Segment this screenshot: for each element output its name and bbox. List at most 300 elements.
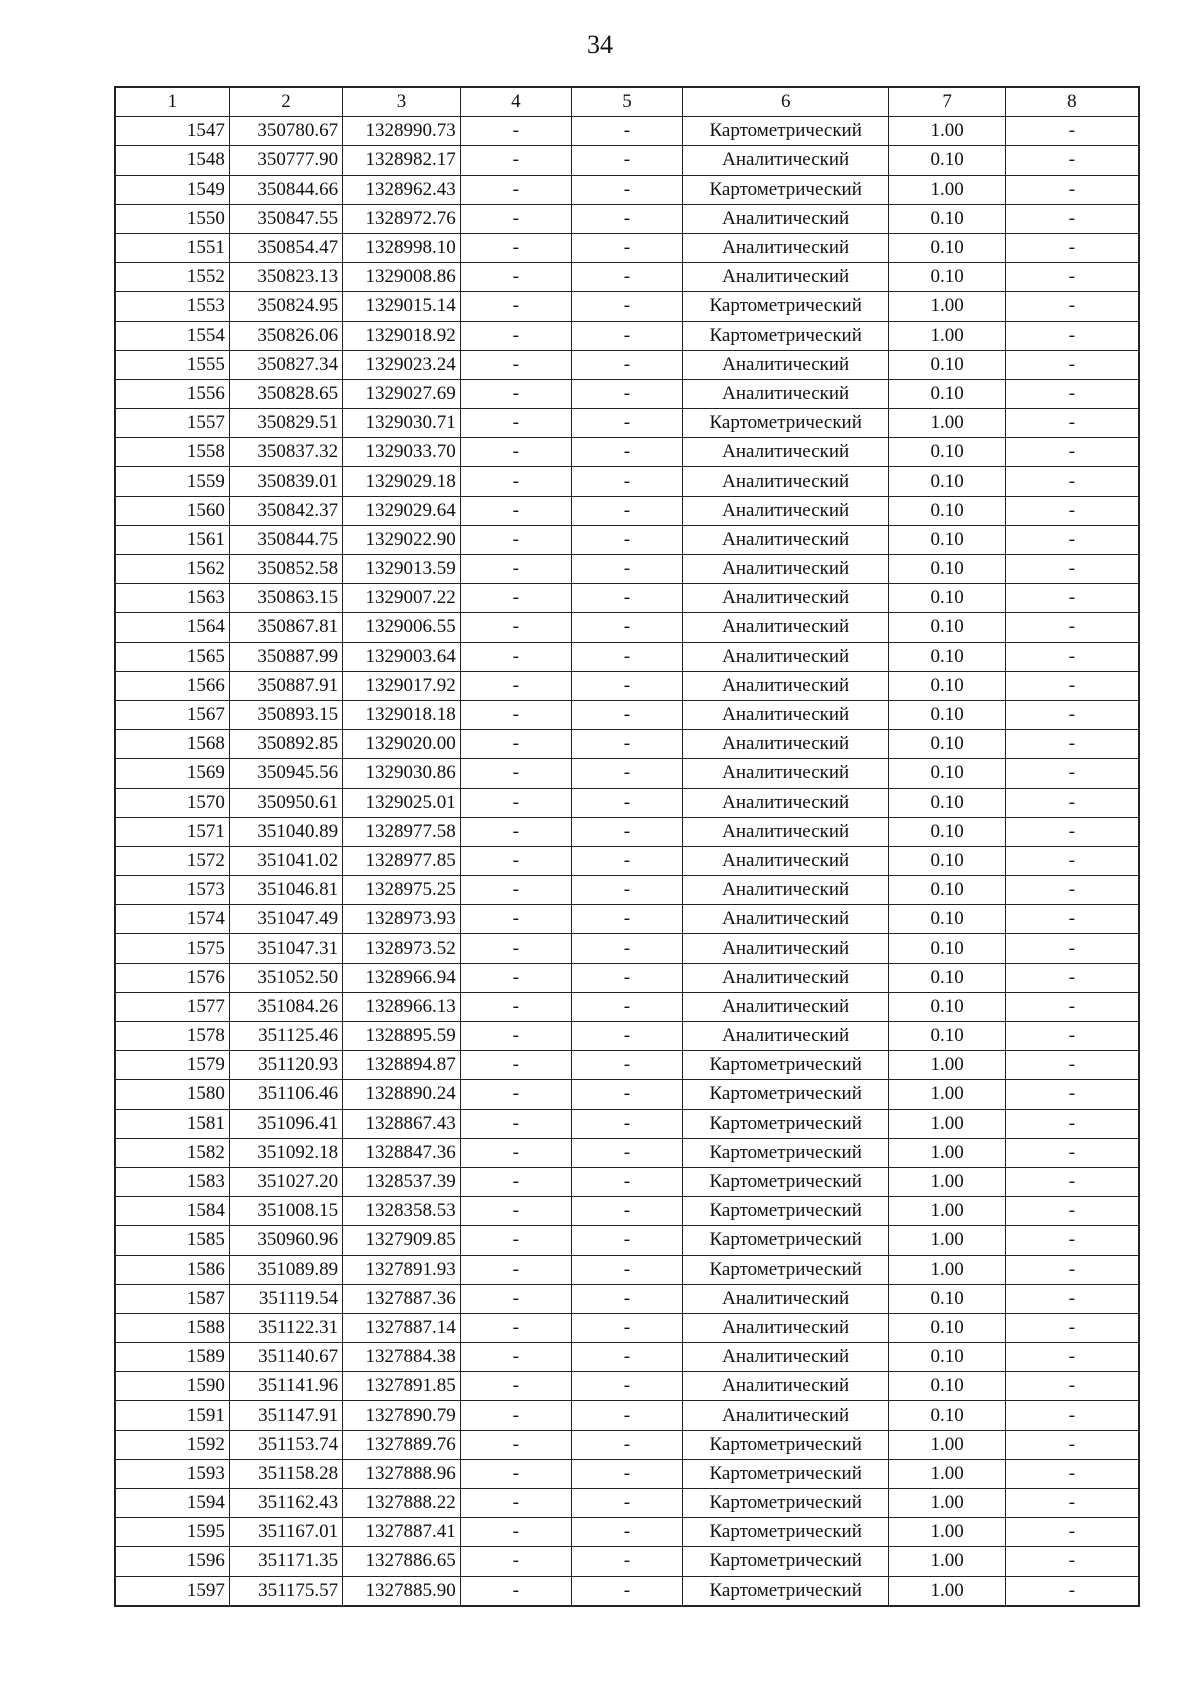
y-coordinate-cell: 1328890.24 — [343, 1080, 461, 1109]
col5-cell: - — [571, 1022, 682, 1051]
accuracy-cell: 1.00 — [889, 1080, 1006, 1109]
col8-cell: - — [1005, 1489, 1139, 1518]
x-coordinate-cell: 351171.35 — [229, 1547, 342, 1576]
col5-cell: - — [571, 1197, 682, 1226]
col8-cell: - — [1005, 876, 1139, 905]
col8-cell: - — [1005, 963, 1139, 992]
col8-cell: - — [1005, 1197, 1139, 1226]
method-cell: Аналитический — [683, 146, 889, 175]
point-number-cell: 1563 — [115, 584, 229, 613]
x-coordinate-cell: 350837.32 — [229, 438, 342, 467]
col8-cell: - — [1005, 1022, 1139, 1051]
y-coordinate-cell: 1329007.22 — [343, 584, 461, 613]
y-coordinate-cell: 1327887.36 — [343, 1284, 461, 1313]
col8-cell: - — [1005, 409, 1139, 438]
point-number-cell: 1554 — [115, 321, 229, 350]
col4-cell: - — [460, 788, 571, 817]
col5-cell: - — [571, 146, 682, 175]
y-coordinate-cell: 1327909.85 — [343, 1226, 461, 1255]
col5-cell: - — [571, 1138, 682, 1167]
col8-cell: - — [1005, 846, 1139, 875]
y-coordinate-cell: 1328358.53 — [343, 1197, 461, 1226]
x-coordinate-cell: 351140.67 — [229, 1343, 342, 1372]
col5-cell: - — [571, 992, 682, 1021]
table-row — [115, 1022, 1139, 1051]
method-cell: Картометрический — [683, 1080, 889, 1109]
col8-cell: - — [1005, 730, 1139, 759]
x-coordinate-cell: 350887.91 — [229, 671, 342, 700]
table-row — [115, 1489, 1139, 1518]
point-number-cell: 1559 — [115, 467, 229, 496]
method-cell: Картометрический — [683, 1138, 889, 1167]
y-coordinate-cell: 1328990.73 — [343, 117, 461, 146]
col4-cell: - — [460, 905, 571, 934]
col5-cell: - — [571, 1489, 682, 1518]
col8-cell: - — [1005, 759, 1139, 788]
column-header: 5 — [571, 87, 682, 117]
table-body — [115, 117, 1139, 1606]
accuracy-cell: 0.10 — [889, 525, 1006, 554]
col5-cell: - — [571, 671, 682, 700]
col5-cell: - — [571, 467, 682, 496]
y-coordinate-cell: 1328537.39 — [343, 1167, 461, 1196]
point-number-cell: 1572 — [115, 846, 229, 875]
y-coordinate-cell: 1327889.76 — [343, 1430, 461, 1459]
x-coordinate-cell: 350842.37 — [229, 496, 342, 525]
accuracy-cell: 0.10 — [889, 992, 1006, 1021]
col5-cell: - — [571, 1372, 682, 1401]
x-coordinate-cell: 350777.90 — [229, 146, 342, 175]
accuracy-cell: 0.10 — [889, 1401, 1006, 1430]
table-row — [115, 1197, 1139, 1226]
col5-cell: - — [571, 555, 682, 584]
point-number-cell: 1567 — [115, 700, 229, 729]
x-coordinate-cell: 350960.96 — [229, 1226, 342, 1255]
y-coordinate-cell: 1328966.13 — [343, 992, 461, 1021]
table-row — [115, 1401, 1139, 1430]
point-number-cell: 1566 — [115, 671, 229, 700]
col4-cell: - — [460, 1255, 571, 1284]
accuracy-cell: 0.10 — [889, 146, 1006, 175]
point-number-cell: 1562 — [115, 555, 229, 584]
point-number-cell: 1547 — [115, 117, 229, 146]
method-cell: Аналитический — [683, 467, 889, 496]
table-row — [115, 1051, 1139, 1080]
col8-cell: - — [1005, 1167, 1139, 1196]
table-row — [115, 1372, 1139, 1401]
col8-cell: - — [1005, 671, 1139, 700]
col4-cell: - — [460, 1576, 571, 1606]
table-row — [115, 817, 1139, 846]
column-header: 8 — [1005, 87, 1139, 117]
table-row — [115, 876, 1139, 905]
method-cell: Картометрический — [683, 175, 889, 204]
x-coordinate-cell: 351125.46 — [229, 1022, 342, 1051]
accuracy-cell: 1.00 — [889, 1167, 1006, 1196]
col5-cell: - — [571, 496, 682, 525]
accuracy-cell: 0.10 — [889, 1313, 1006, 1342]
col4-cell: - — [460, 1167, 571, 1196]
col8-cell: - — [1005, 1518, 1139, 1547]
y-coordinate-cell: 1328998.10 — [343, 233, 461, 262]
table-row — [115, 467, 1139, 496]
x-coordinate-cell: 350824.95 — [229, 292, 342, 321]
point-number-cell: 1593 — [115, 1459, 229, 1488]
x-coordinate-cell: 351122.31 — [229, 1313, 342, 1342]
col8-cell: - — [1005, 1313, 1139, 1342]
x-coordinate-cell: 350844.75 — [229, 525, 342, 554]
point-number-cell: 1558 — [115, 438, 229, 467]
point-number-cell: 1578 — [115, 1022, 229, 1051]
x-coordinate-cell: 350844.66 — [229, 175, 342, 204]
point-number-cell: 1587 — [115, 1284, 229, 1313]
col5-cell: - — [571, 525, 682, 554]
col8-cell: - — [1005, 584, 1139, 613]
x-coordinate-cell: 351153.74 — [229, 1430, 342, 1459]
accuracy-cell: 1.00 — [889, 1109, 1006, 1138]
col8-cell: - — [1005, 292, 1139, 321]
method-cell: Картометрический — [683, 1197, 889, 1226]
accuracy-cell: 1.00 — [889, 1226, 1006, 1255]
method-cell: Аналитический — [683, 1372, 889, 1401]
col4-cell: - — [460, 642, 571, 671]
column-header: 6 — [683, 87, 889, 117]
table-row — [115, 671, 1139, 700]
point-number-cell: 1579 — [115, 1051, 229, 1080]
y-coordinate-cell: 1329030.71 — [343, 409, 461, 438]
col5-cell: - — [571, 117, 682, 146]
y-coordinate-cell: 1327891.85 — [343, 1372, 461, 1401]
col5-cell: - — [571, 700, 682, 729]
y-coordinate-cell: 1327890.79 — [343, 1401, 461, 1430]
col5-cell: - — [571, 292, 682, 321]
accuracy-cell: 0.10 — [889, 350, 1006, 379]
table-row — [115, 555, 1139, 584]
table-row — [115, 730, 1139, 759]
y-coordinate-cell: 1329027.69 — [343, 379, 461, 408]
col4-cell: - — [460, 1372, 571, 1401]
x-coordinate-cell: 351047.31 — [229, 934, 342, 963]
y-coordinate-cell: 1329029.18 — [343, 467, 461, 496]
method-cell: Аналитический — [683, 905, 889, 934]
method-cell: Аналитический — [683, 350, 889, 379]
y-coordinate-cell: 1328972.76 — [343, 204, 461, 233]
point-number-cell: 1595 — [115, 1518, 229, 1547]
col4-cell: - — [460, 146, 571, 175]
method-cell: Картометрический — [683, 1489, 889, 1518]
accuracy-cell: 0.10 — [889, 1343, 1006, 1372]
col5-cell: - — [571, 876, 682, 905]
table-row — [115, 1255, 1139, 1284]
x-coordinate-cell: 351089.89 — [229, 1255, 342, 1284]
method-cell: Картометрический — [683, 1226, 889, 1255]
y-coordinate-cell: 1327886.65 — [343, 1547, 461, 1576]
col4-cell: - — [460, 1401, 571, 1430]
method-cell: Аналитический — [683, 379, 889, 408]
col5-cell: - — [571, 759, 682, 788]
col4-cell: - — [460, 1489, 571, 1518]
table-row — [115, 1138, 1139, 1167]
col4-cell: - — [460, 555, 571, 584]
col8-cell: - — [1005, 438, 1139, 467]
y-coordinate-cell: 1327888.96 — [343, 1459, 461, 1488]
point-number-cell: 1585 — [115, 1226, 229, 1255]
accuracy-cell: 1.00 — [889, 1518, 1006, 1547]
accuracy-cell: 0.10 — [889, 555, 1006, 584]
accuracy-cell: 0.10 — [889, 905, 1006, 934]
accuracy-cell: 1.00 — [889, 1051, 1006, 1080]
accuracy-cell: 0.10 — [889, 817, 1006, 846]
accuracy-cell: 1.00 — [889, 409, 1006, 438]
col5-cell: - — [571, 1167, 682, 1196]
x-coordinate-cell: 350827.34 — [229, 350, 342, 379]
col4-cell: - — [460, 321, 571, 350]
col4-cell: - — [460, 292, 571, 321]
col8-cell: - — [1005, 1080, 1139, 1109]
accuracy-cell: 1.00 — [889, 1547, 1006, 1576]
point-number-cell: 1588 — [115, 1313, 229, 1342]
col5-cell: - — [571, 409, 682, 438]
method-cell: Аналитический — [683, 788, 889, 817]
table-row — [115, 1547, 1139, 1576]
column-header: 3 — [343, 87, 461, 117]
col8-cell: - — [1005, 496, 1139, 525]
accuracy-cell: 0.10 — [889, 759, 1006, 788]
method-cell: Аналитический — [683, 204, 889, 233]
y-coordinate-cell: 1329017.92 — [343, 671, 461, 700]
column-header: 4 — [460, 87, 571, 117]
col5-cell: - — [571, 1255, 682, 1284]
y-coordinate-cell: 1329033.70 — [343, 438, 461, 467]
accuracy-cell: 0.10 — [889, 379, 1006, 408]
accuracy-cell: 1.00 — [889, 1255, 1006, 1284]
column-header: 2 — [229, 87, 342, 117]
accuracy-cell: 1.00 — [889, 175, 1006, 204]
table-row — [115, 204, 1139, 233]
method-cell: Картометрический — [683, 321, 889, 350]
col5-cell: - — [571, 350, 682, 379]
y-coordinate-cell: 1329029.64 — [343, 496, 461, 525]
method-cell: Аналитический — [683, 438, 889, 467]
col8-cell: - — [1005, 1576, 1139, 1606]
y-coordinate-cell: 1329008.86 — [343, 263, 461, 292]
accuracy-cell: 1.00 — [889, 1430, 1006, 1459]
point-number-cell: 1574 — [115, 905, 229, 934]
point-number-cell: 1582 — [115, 1138, 229, 1167]
point-number-cell: 1584 — [115, 1197, 229, 1226]
col8-cell: - — [1005, 905, 1139, 934]
col4-cell: - — [460, 817, 571, 846]
method-cell: Картометрический — [683, 409, 889, 438]
y-coordinate-cell: 1329025.01 — [343, 788, 461, 817]
table-row — [115, 642, 1139, 671]
y-coordinate-cell: 1328895.59 — [343, 1022, 461, 1051]
x-coordinate-cell: 350823.13 — [229, 263, 342, 292]
x-coordinate-cell: 350893.15 — [229, 700, 342, 729]
y-coordinate-cell: 1328982.17 — [343, 146, 461, 175]
accuracy-cell: 0.10 — [889, 642, 1006, 671]
accuracy-cell: 1.00 — [889, 117, 1006, 146]
col8-cell: - — [1005, 379, 1139, 408]
point-number-cell: 1553 — [115, 292, 229, 321]
x-coordinate-cell: 351106.46 — [229, 1080, 342, 1109]
method-cell: Картометрический — [683, 1255, 889, 1284]
point-number-cell: 1555 — [115, 350, 229, 379]
accuracy-cell: 0.10 — [889, 671, 1006, 700]
point-number-cell: 1575 — [115, 934, 229, 963]
accuracy-cell: 0.10 — [889, 613, 1006, 642]
x-coordinate-cell: 351047.49 — [229, 905, 342, 934]
y-coordinate-cell: 1327891.93 — [343, 1255, 461, 1284]
col5-cell: - — [571, 846, 682, 875]
col8-cell: - — [1005, 1051, 1139, 1080]
col8-cell: - — [1005, 1343, 1139, 1372]
col8-cell: - — [1005, 146, 1139, 175]
accuracy-cell: 0.10 — [889, 263, 1006, 292]
y-coordinate-cell: 1328894.87 — [343, 1051, 461, 1080]
x-coordinate-cell: 351096.41 — [229, 1109, 342, 1138]
x-coordinate-cell: 351092.18 — [229, 1138, 342, 1167]
x-coordinate-cell: 350828.65 — [229, 379, 342, 408]
table-row — [115, 1459, 1139, 1488]
col5-cell: - — [571, 1459, 682, 1488]
y-coordinate-cell: 1329018.18 — [343, 700, 461, 729]
method-cell: Аналитический — [683, 613, 889, 642]
x-coordinate-cell: 350945.56 — [229, 759, 342, 788]
table-row — [115, 321, 1139, 350]
y-coordinate-cell: 1329022.90 — [343, 525, 461, 554]
accuracy-cell: 0.10 — [889, 700, 1006, 729]
table-row — [115, 1430, 1139, 1459]
col8-cell: - — [1005, 525, 1139, 554]
point-number-cell: 1577 — [115, 992, 229, 1021]
col8-cell: - — [1005, 1284, 1139, 1313]
col8-cell: - — [1005, 350, 1139, 379]
point-number-cell: 1571 — [115, 817, 229, 846]
method-cell: Картометрический — [683, 117, 889, 146]
point-number-cell: 1556 — [115, 379, 229, 408]
col4-cell: - — [460, 1343, 571, 1372]
column-header: 1 — [115, 87, 229, 117]
accuracy-cell: 1.00 — [889, 1138, 1006, 1167]
col8-cell: - — [1005, 1372, 1139, 1401]
point-number-cell: 1590 — [115, 1372, 229, 1401]
x-coordinate-cell: 350826.06 — [229, 321, 342, 350]
col5-cell: - — [571, 1343, 682, 1372]
x-coordinate-cell: 351052.50 — [229, 963, 342, 992]
point-number-cell: 1576 — [115, 963, 229, 992]
col8-cell: - — [1005, 1430, 1139, 1459]
table-row — [115, 788, 1139, 817]
y-coordinate-cell: 1328973.93 — [343, 905, 461, 934]
col4-cell: - — [460, 467, 571, 496]
y-coordinate-cell: 1328973.52 — [343, 934, 461, 963]
y-coordinate-cell: 1328867.43 — [343, 1109, 461, 1138]
table-row — [115, 905, 1139, 934]
accuracy-cell: 1.00 — [889, 1459, 1006, 1488]
method-cell: Аналитический — [683, 759, 889, 788]
x-coordinate-cell: 351008.15 — [229, 1197, 342, 1226]
col4-cell: - — [460, 846, 571, 875]
table-row — [115, 1576, 1139, 1606]
x-coordinate-cell: 351175.57 — [229, 1576, 342, 1606]
accuracy-cell: 1.00 — [889, 321, 1006, 350]
col4-cell: - — [460, 1051, 571, 1080]
y-coordinate-cell: 1328975.25 — [343, 876, 461, 905]
accuracy-cell: 0.10 — [889, 730, 1006, 759]
method-cell: Аналитический — [683, 876, 889, 905]
col4-cell: - — [460, 409, 571, 438]
y-coordinate-cell: 1329018.92 — [343, 321, 461, 350]
table-row — [115, 934, 1139, 963]
point-number-cell: 1550 — [115, 204, 229, 233]
col8-cell: - — [1005, 700, 1139, 729]
method-cell: Аналитический — [683, 525, 889, 554]
x-coordinate-cell: 351167.01 — [229, 1518, 342, 1547]
method-cell: Аналитический — [683, 1401, 889, 1430]
col4-cell: - — [460, 379, 571, 408]
col5-cell: - — [571, 730, 682, 759]
point-number-cell: 1565 — [115, 642, 229, 671]
x-coordinate-cell: 350847.55 — [229, 204, 342, 233]
col8-cell: - — [1005, 1255, 1139, 1284]
method-cell: Аналитический — [683, 1022, 889, 1051]
col8-cell: - — [1005, 1226, 1139, 1255]
col4-cell: - — [460, 1138, 571, 1167]
y-coordinate-cell: 1329015.14 — [343, 292, 461, 321]
col5-cell: - — [571, 1401, 682, 1430]
table-row — [115, 1313, 1139, 1342]
point-number-cell: 1557 — [115, 409, 229, 438]
x-coordinate-cell: 350780.67 — [229, 117, 342, 146]
accuracy-cell: 0.10 — [889, 1372, 1006, 1401]
col5-cell: - — [571, 438, 682, 467]
table-row — [115, 963, 1139, 992]
table-row — [115, 1109, 1139, 1138]
col4-cell: - — [460, 584, 571, 613]
accuracy-cell: 0.10 — [889, 233, 1006, 262]
x-coordinate-cell: 350839.01 — [229, 467, 342, 496]
col5-cell: - — [571, 934, 682, 963]
accuracy-cell: 1.00 — [889, 1489, 1006, 1518]
x-coordinate-cell: 351141.96 — [229, 1372, 342, 1401]
point-number-cell: 1570 — [115, 788, 229, 817]
col8-cell: - — [1005, 1401, 1139, 1430]
table-row — [115, 1343, 1139, 1372]
col5-cell: - — [571, 963, 682, 992]
col8-cell: - — [1005, 788, 1139, 817]
col8-cell: - — [1005, 233, 1139, 262]
table-row — [115, 292, 1139, 321]
accuracy-cell: 1.00 — [889, 1197, 1006, 1226]
point-number-cell: 1564 — [115, 613, 229, 642]
point-number-cell: 1548 — [115, 146, 229, 175]
col8-cell: - — [1005, 467, 1139, 496]
accuracy-cell: 0.10 — [889, 496, 1006, 525]
method-cell: Картометрический — [683, 1167, 889, 1196]
point-number-cell: 1583 — [115, 1167, 229, 1196]
col8-cell: - — [1005, 1547, 1139, 1576]
table-row — [115, 1518, 1139, 1547]
point-number-cell: 1573 — [115, 876, 229, 905]
point-number-cell: 1597 — [115, 1576, 229, 1606]
method-cell: Аналитический — [683, 671, 889, 700]
method-cell: Картометрический — [683, 1430, 889, 1459]
point-number-cell: 1561 — [115, 525, 229, 554]
col5-cell: - — [571, 817, 682, 846]
method-cell: Аналитический — [683, 642, 889, 671]
col4-cell: - — [460, 438, 571, 467]
